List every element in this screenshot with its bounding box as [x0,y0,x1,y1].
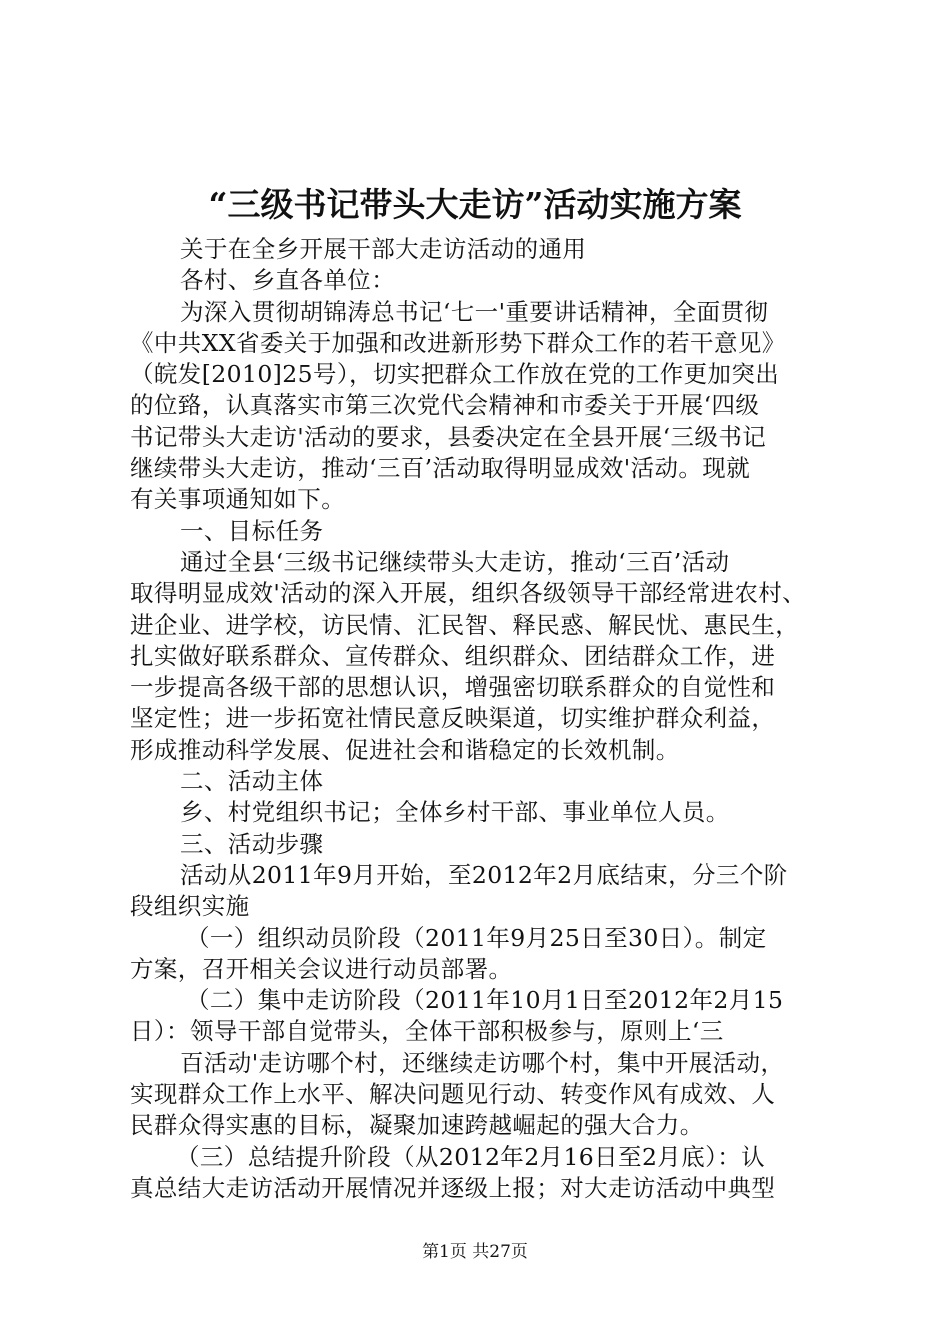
paragraph-line: 真总结大走访活动开展情况并逐级上报；对大走访活动中典型 [130,1173,776,1202]
paragraph-line: （皖发[2010]25号），切实把群众工作放在党的工作更加突出 [130,360,780,389]
section-heading: 二、活动主体 [180,767,324,796]
paragraph-line: 日）：领导干部自觉带头，全体干部积极参与，原则上‘三 [130,1017,724,1046]
paragraph-line: （二）集中走访阶段（2011年10月1日至2012年2月15 [186,986,784,1015]
paragraph-line: 继续带头大走访，推动‘三百’活动取得明显成效'活动。现就 [130,454,751,483]
paragraph-line: 百活动'走访哪个村，还继续走访哪个村，集中开展活动， [180,1048,785,1077]
paragraph-line: （三）总结提升阶段（从2012年2月16日至2月底）：认 [176,1142,766,1171]
paragraph-line: 一步提高各级干部的思想认识，增强密切联系群众的自觉性和 [130,673,776,702]
paragraph-line: 段组织实施 [130,892,250,921]
paragraph-line: 活动从2011年9月开始，至2012年2月底结束，分三个阶 [180,860,788,889]
page-number: 第1页 共27页 [422,1242,528,1262]
paragraph-line: 实现群众工作上水平、解决问题见行动、转变作风有成效、人 [130,1080,776,1109]
paragraph-line: 通过全县‘三级书记继续带头大走访，推动‘三百’活动 [180,547,730,576]
paragraph-line: 形成推动科学发展、促进社会和谐稳定的长效机制。 [130,735,680,764]
paragraph-line: 各村、乡直各单位： [180,266,396,295]
paragraph-line: 取得明显成效'活动的深入开展，组织各级领导干部经常进农村、 [130,579,807,608]
paragraph-line: 扎实做好联系群众、宣传群众、组织群众、团结群众工作，进 [130,641,776,670]
paragraph-line: 关于在全乡开展干部大走访活动的通用 [180,235,587,263]
section-heading: 三、活动步骤 [180,829,324,858]
paragraph-line: 进企业、进学校，访民情、汇民智、释民惑、解民忧、惠民生， [130,610,800,639]
paragraph-line: （一）组织动员阶段（2011年9月25日至30日）。制定 [186,923,767,952]
paragraph-line: 为深入贯彻胡锦涛总书记‘七一'重要讲话精神，全面贯彻 [180,297,769,326]
document-title: “三级书记带头大走访”活动实施方案 [208,185,742,224]
paragraph-line: 民群众得实惠的目标，凝聚加速跨越崛起的强大合力。 [130,1111,704,1140]
paragraph-line: 书记带头大走访'活动的要求，县委决定在全县开展‘三级书记 [130,422,767,451]
paragraph-line: 坚定性；进一步拓宽社情民意反映渠道，切实维护群众利益， [130,704,776,733]
section-heading: 一、目标任务 [180,516,324,545]
paragraph-line: 乡、村党组织书记；全体乡村干部、事业单位人员。 [180,798,730,827]
paragraph-line: 《中共XX省委关于加强和改进新形势下群众工作的若干意见》 [130,328,786,357]
paragraph-line: 的位臵，认真落实市第三次党代会精神和市委关于开展‘四级 [130,391,760,420]
document-body [130,234,830,1204]
paragraph-line: 有关事项通知如下。 [130,485,346,514]
paragraph-line: 方案，召开相关会议进行动员部署。 [130,954,513,983]
